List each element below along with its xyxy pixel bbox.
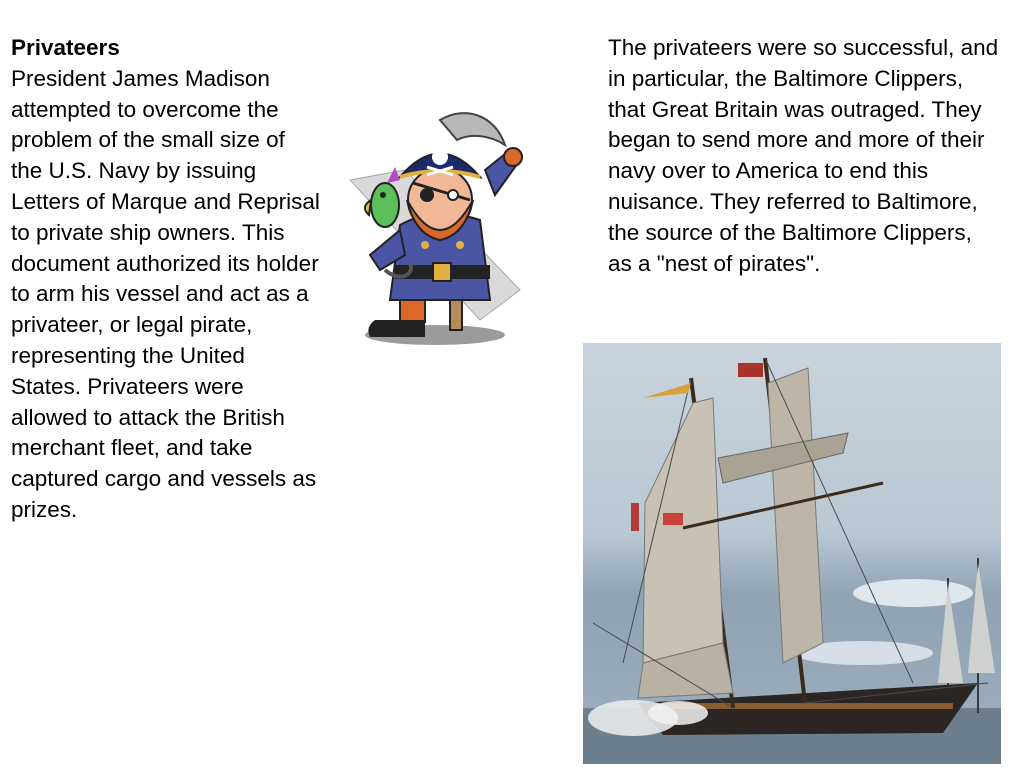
- left-body-text: President James Madison attempted to overcome the problem of the small size of the U.S. Navy by issuing Letters of Marque and Reprisal to private ship owners. This document authorized its holder to arm his vessel and act as a privateer, or legal pirate, representing the United States. Privateers were allowed to attack the British merchant fleet, and take captured cargo and vessels as prizes.: [11, 65, 320, 522]
- right-text-column: [608, 33, 1000, 279]
- left-text-column: [11, 33, 321, 526]
- tall-ship-photo: [583, 343, 1001, 764]
- page-title: Privateers: [11, 35, 120, 60]
- pirate-clipart: [345, 105, 535, 350]
- right-body-text: The privateers were so successful, and in particular, the Baltimore Clippers, that Great Britain was outraged. They began to send more and more of their navy over to America to end this nuisance. They referred to Baltimore, the source of the Baltimore Clippers, as a "nest of pirates".: [608, 35, 999, 276]
